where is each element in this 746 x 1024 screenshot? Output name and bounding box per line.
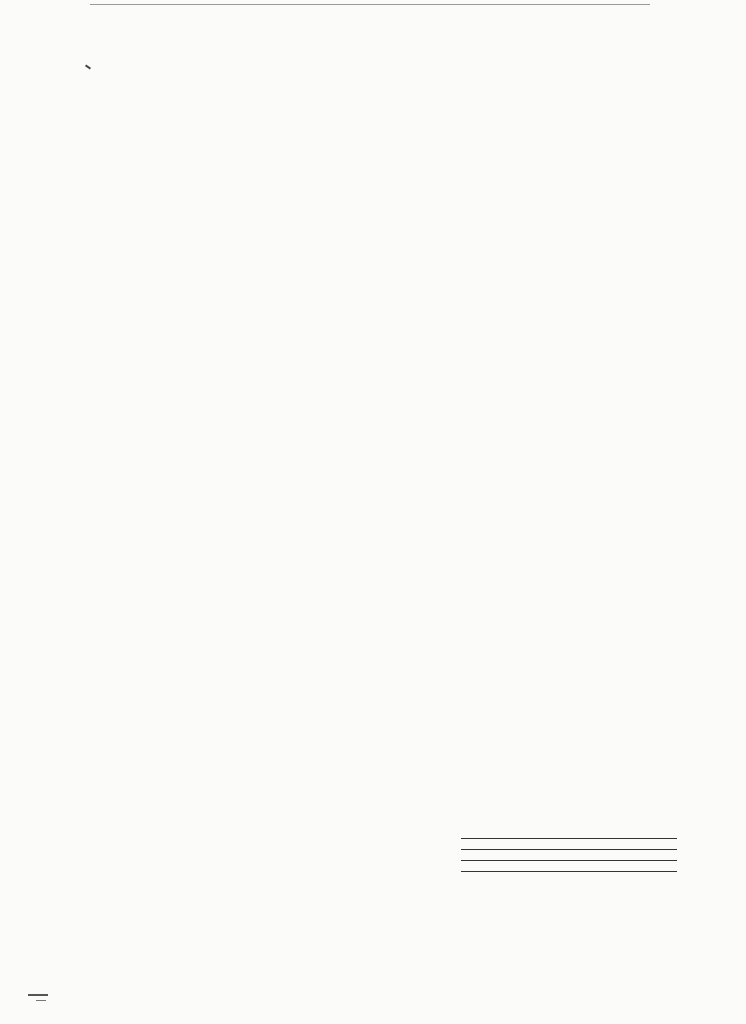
scan-mark [28, 994, 48, 996]
fill-line [461, 838, 677, 839]
scan-edge-line [90, 4, 650, 5]
parents-requisites [461, 828, 691, 884]
scan-mark [36, 1000, 46, 1001]
fill-line [461, 849, 677, 850]
scan-mark [85, 64, 91, 69]
fill-line [461, 871, 677, 872]
fill-line [461, 860, 677, 861]
